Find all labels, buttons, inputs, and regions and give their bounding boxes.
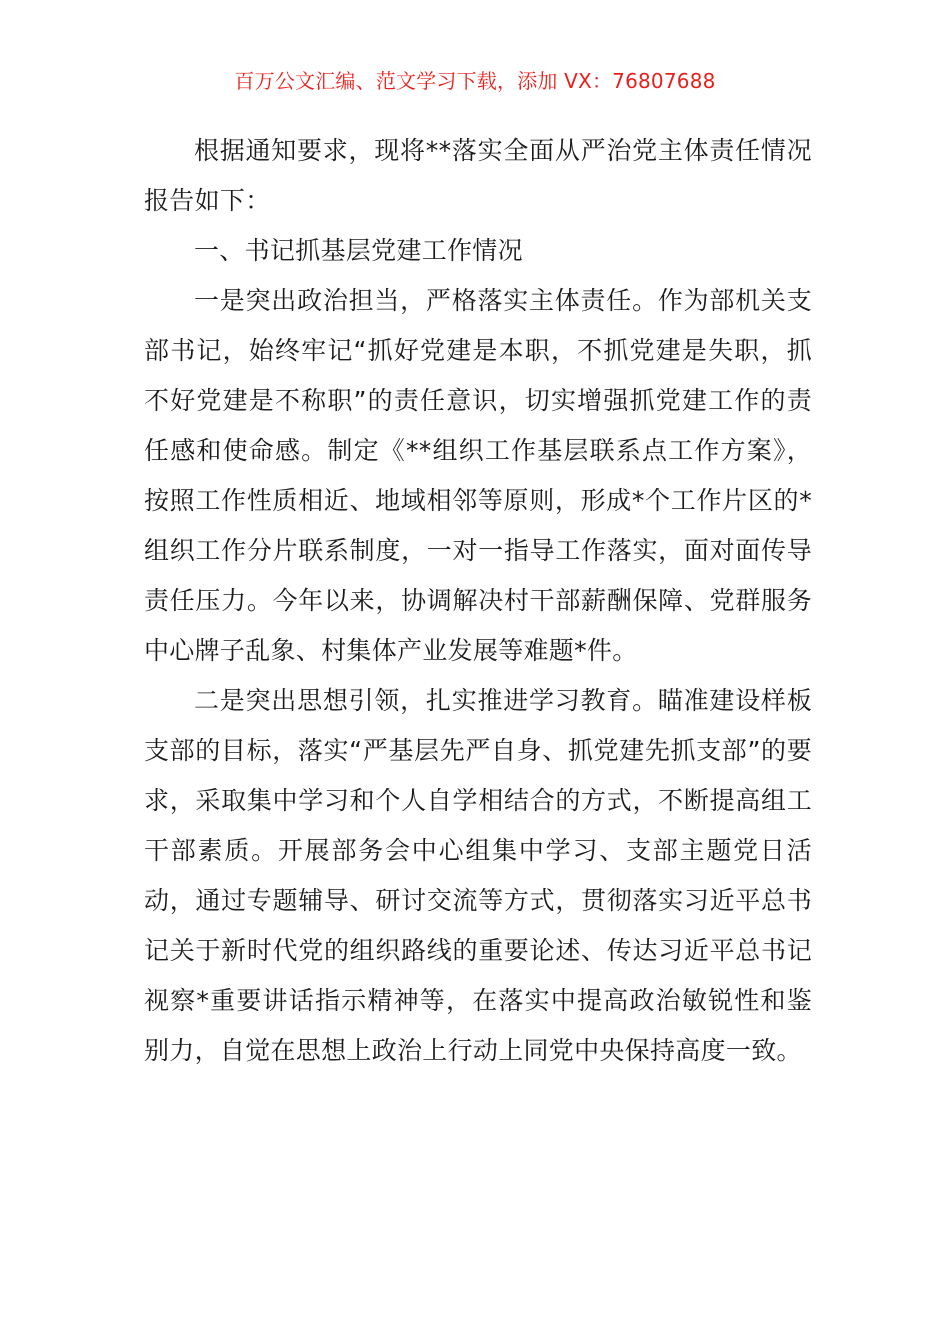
body-paragraph: 二是突出思想引领，扎实推进学习教育。瞄准建设样板支部的目标，落实“严基层先严自身、抓党建先抓支部”的要求，采取集中学习和个人自学相结合的方式，不断提高组工干部素质。开展部务会中心组集中学习、支部主题党日活动，通过专题辅导、研讨交流等方式，贯彻落实习近平总书记关于新时代党的组织路线的重要论述、传达习近平总书记视察*重要讲话指示精神等，在落实中提高政治敏锐性和鉴别力，自觉在思想上政治上行动上同党中央保持高度一致。: [144, 686, 812, 1065]
document-body: [144, 126, 812, 1076]
intro-paragraph: 根据通知要求，现将**落实全面从严治党主体责任情况报告如下：: [144, 136, 812, 215]
watermark-header: 百万公文汇编、范文学习下载，添加 VX：76807688: [234, 69, 716, 93]
body-paragraph: 一是突出政治担当，严格落实主体责任。作为部机关支部书记，始终牢记“抓好党建是本职，不抓党建是失职，抓不好党建是不称职”的责任意识，切实增强抓党建工作的责任感和使命感。制定《**组织工作基层联系点工作方案》，按照工作性质相近、地域相邻等原则，形成*个工作片区的*组织工作分片联系制度，一对一指导工作落实，面对面传导责任压力。今年以来，协调解决村干部薪酬保障、党群服务中心牌子乱象、村集体产业发展等难题*件。: [144, 286, 812, 665]
section-heading: 一、书记抓基层党建工作情况: [194, 236, 523, 265]
